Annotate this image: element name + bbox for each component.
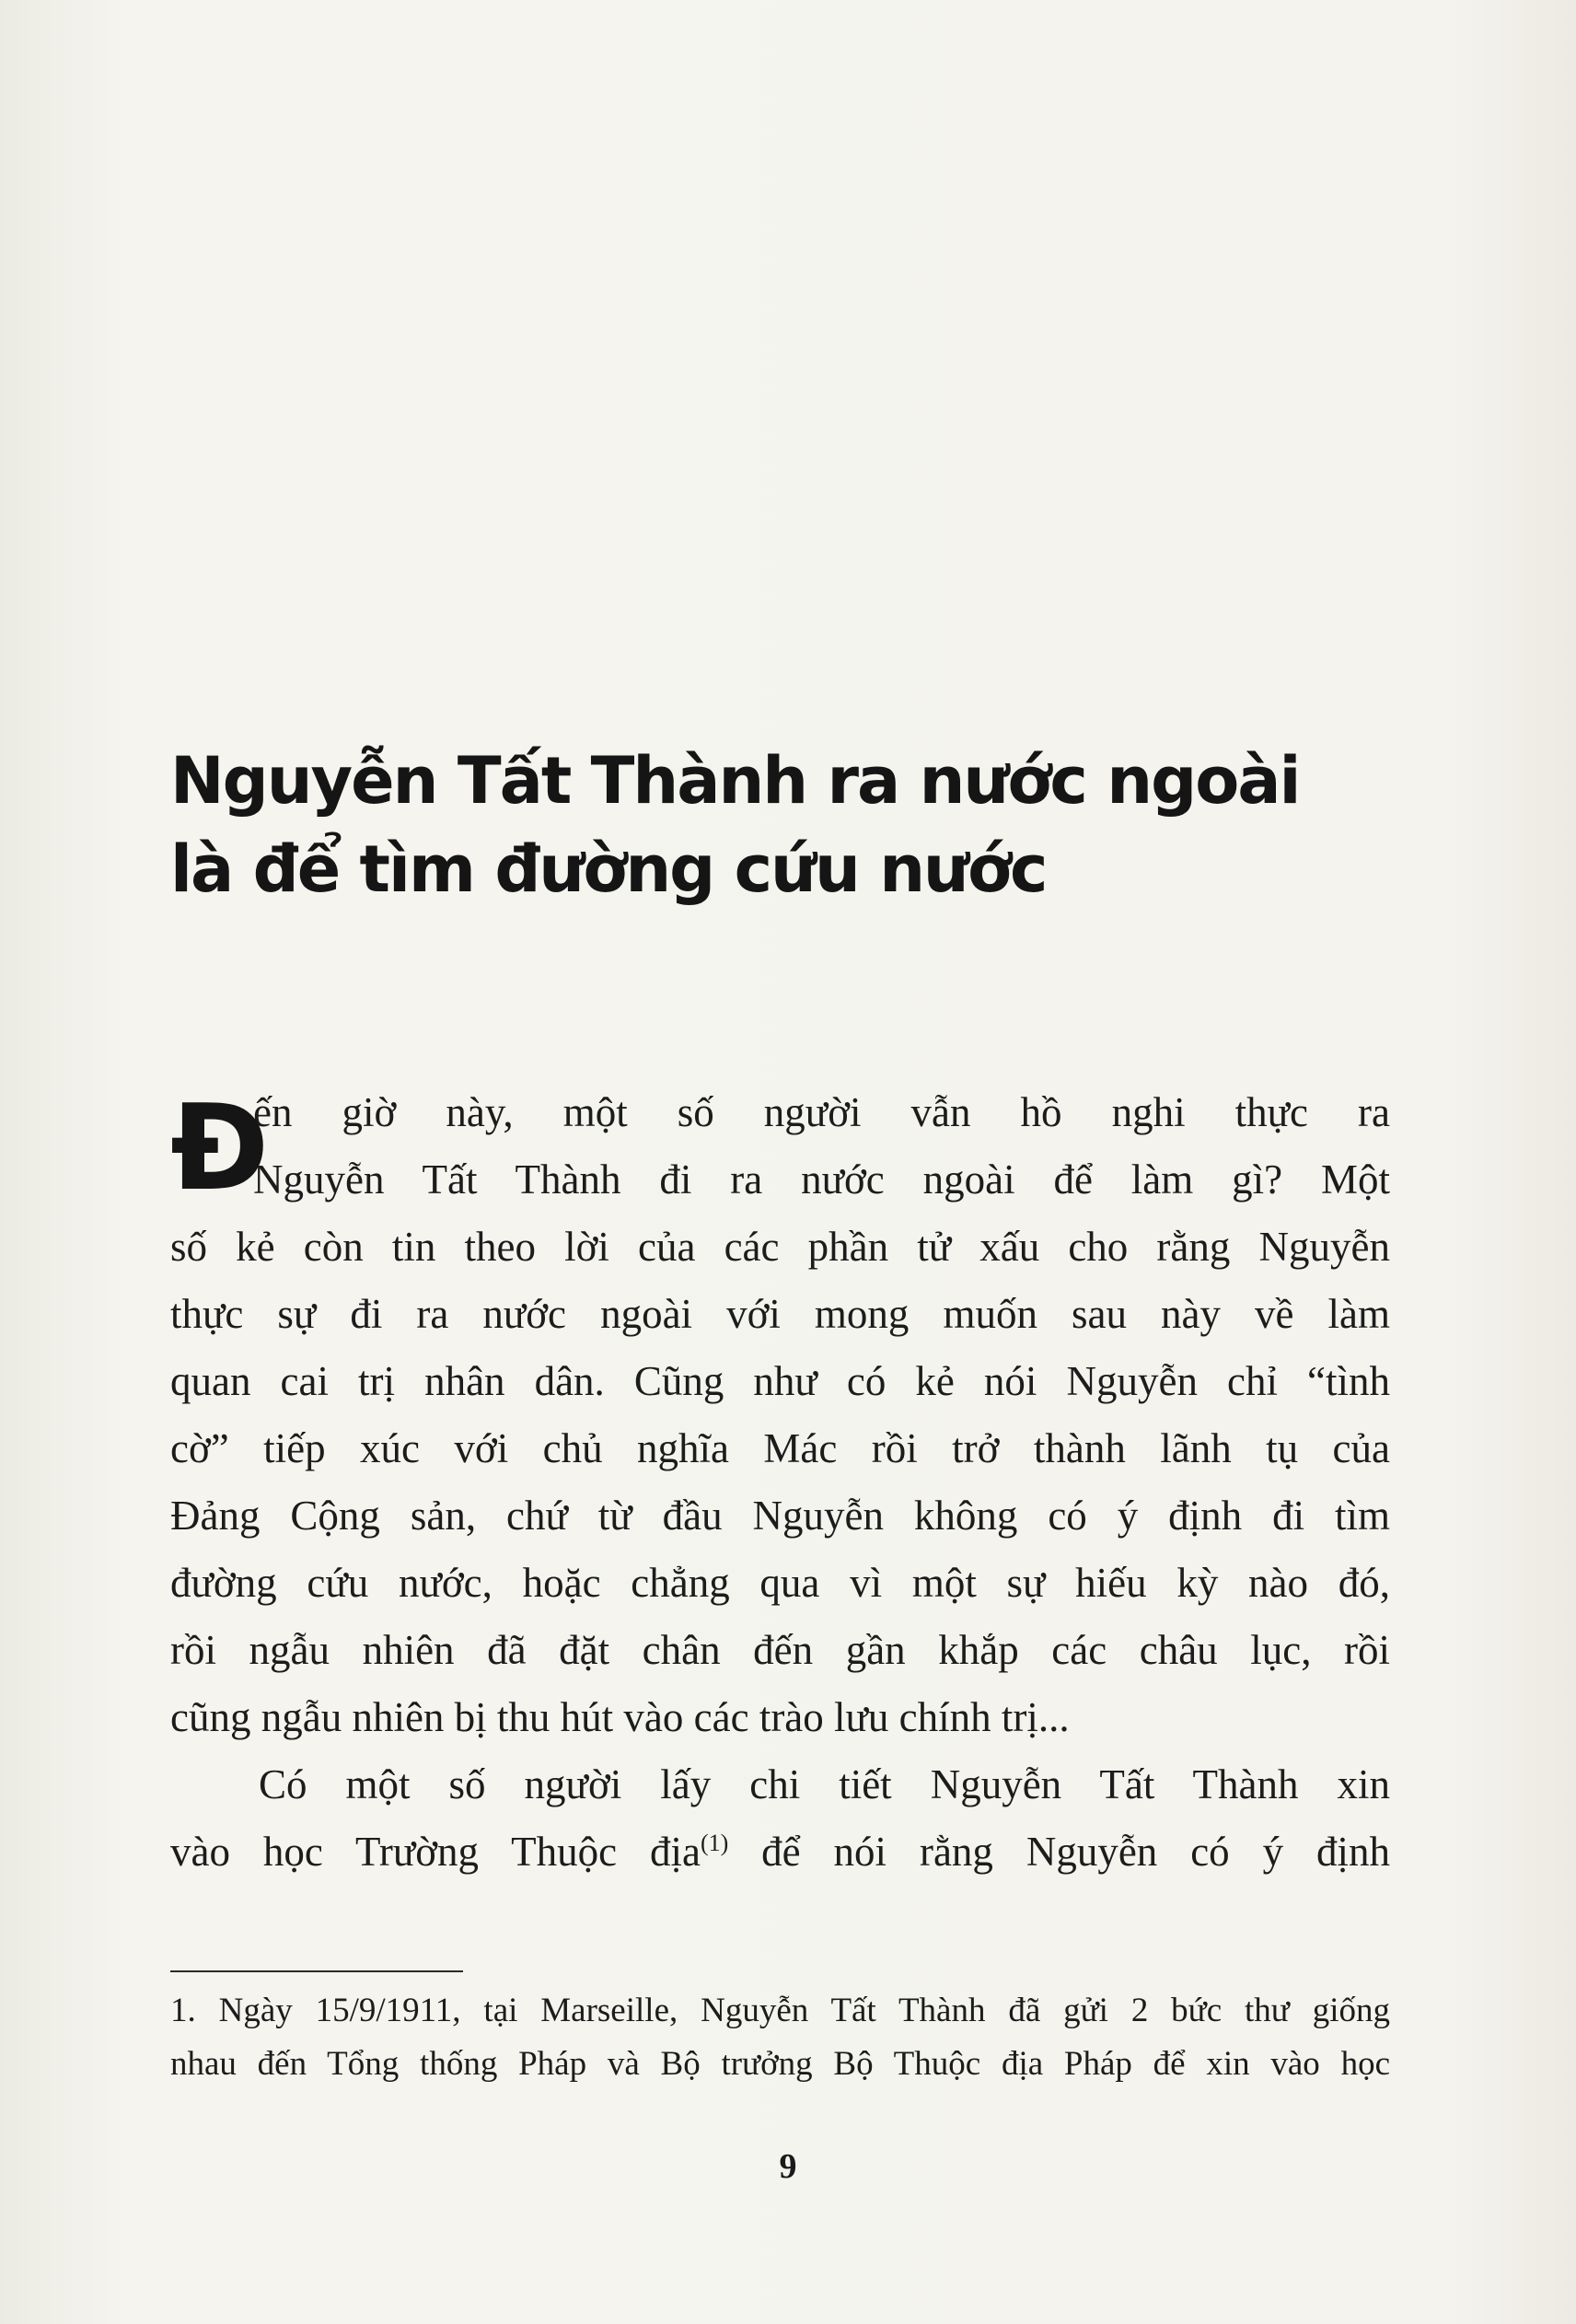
- body-text: [170, 1079, 1390, 1886]
- paragraph-line: đường cứu nước, hoặc chẳng qua vì một sự hiếu kỳ nào đó,: [170, 1560, 1390, 1606]
- paragraph-line: quan cai trị nhân dân. Cũng như có kẻ nói Nguyễn chỉ “tình: [170, 1358, 1390, 1404]
- chapter-title-line: Nguyễn Tất Thành ra nước ngoài: [170, 743, 1300, 819]
- footnote-reference[interactable]: (1): [700, 1830, 729, 1856]
- paragraph-line: số kẻ còn tin theo lời của các phần tử xấu cho rằng Nguyễn: [170, 1224, 1390, 1270]
- footnote-divider: [170, 1970, 463, 1972]
- footnote-line: 1. Ngày 15/9/1911, tại Marseille, Nguyễn Tất Thành đã gửi 2 bức thư giống: [170, 1992, 1390, 2029]
- footnote: [170, 1984, 1390, 2091]
- paragraph-line: ến giờ này, một số người vẫn hồ nghi thực ra: [253, 1089, 1390, 1135]
- paragraph-line: rồi ngẫu nhiên đã đặt chân đến gần khắp các châu lục, rồi: [170, 1627, 1390, 1673]
- paragraph-text: để nói rằng Nguyễn có ý định: [728, 1829, 1390, 1875]
- paragraph-text: vào học Trường Thuộc địa: [170, 1829, 701, 1875]
- paragraph-line: Đảng Cộng sản, chứ từ đầu Nguyễn không có ý định đi tìm: [170, 1493, 1390, 1539]
- paragraph-2: [170, 1751, 1390, 1886]
- chapter-title: [170, 737, 1413, 913]
- paragraph-line: [170, 1819, 1390, 1886]
- paragraph-line: Nguyễn Tất Thành đi ra nước ngoài để làm gì? Một: [253, 1156, 1390, 1203]
- paragraph-line: thực sự đi ra nước ngoài với mong muốn sau này về làm: [170, 1291, 1390, 1337]
- paragraph-line: Có một số người lấy chi tiết Nguyễn Tất Thành xin: [259, 1761, 1390, 1807]
- drop-cap: Đ: [170, 1080, 270, 1217]
- paragraph-line: cũng ngẫu nhiên bị thu hút vào các trào lưu chính trị...: [170, 1694, 1070, 1740]
- page-number: 9: [779, 2147, 797, 2186]
- paragraph-1: [170, 1079, 1390, 1751]
- footnote-line: nhau đến Tổng thống Pháp và Bộ trưởng Bộ Thuộc địa Pháp để xin vào học: [170, 2045, 1390, 2083]
- chapter-title-line: là để tìm đường cứu nước: [170, 831, 1047, 907]
- paragraph-line: cờ” tiếp xúc với chủ nghĩa Mác rồi trở thành lãnh tụ của: [170, 1425, 1390, 1471]
